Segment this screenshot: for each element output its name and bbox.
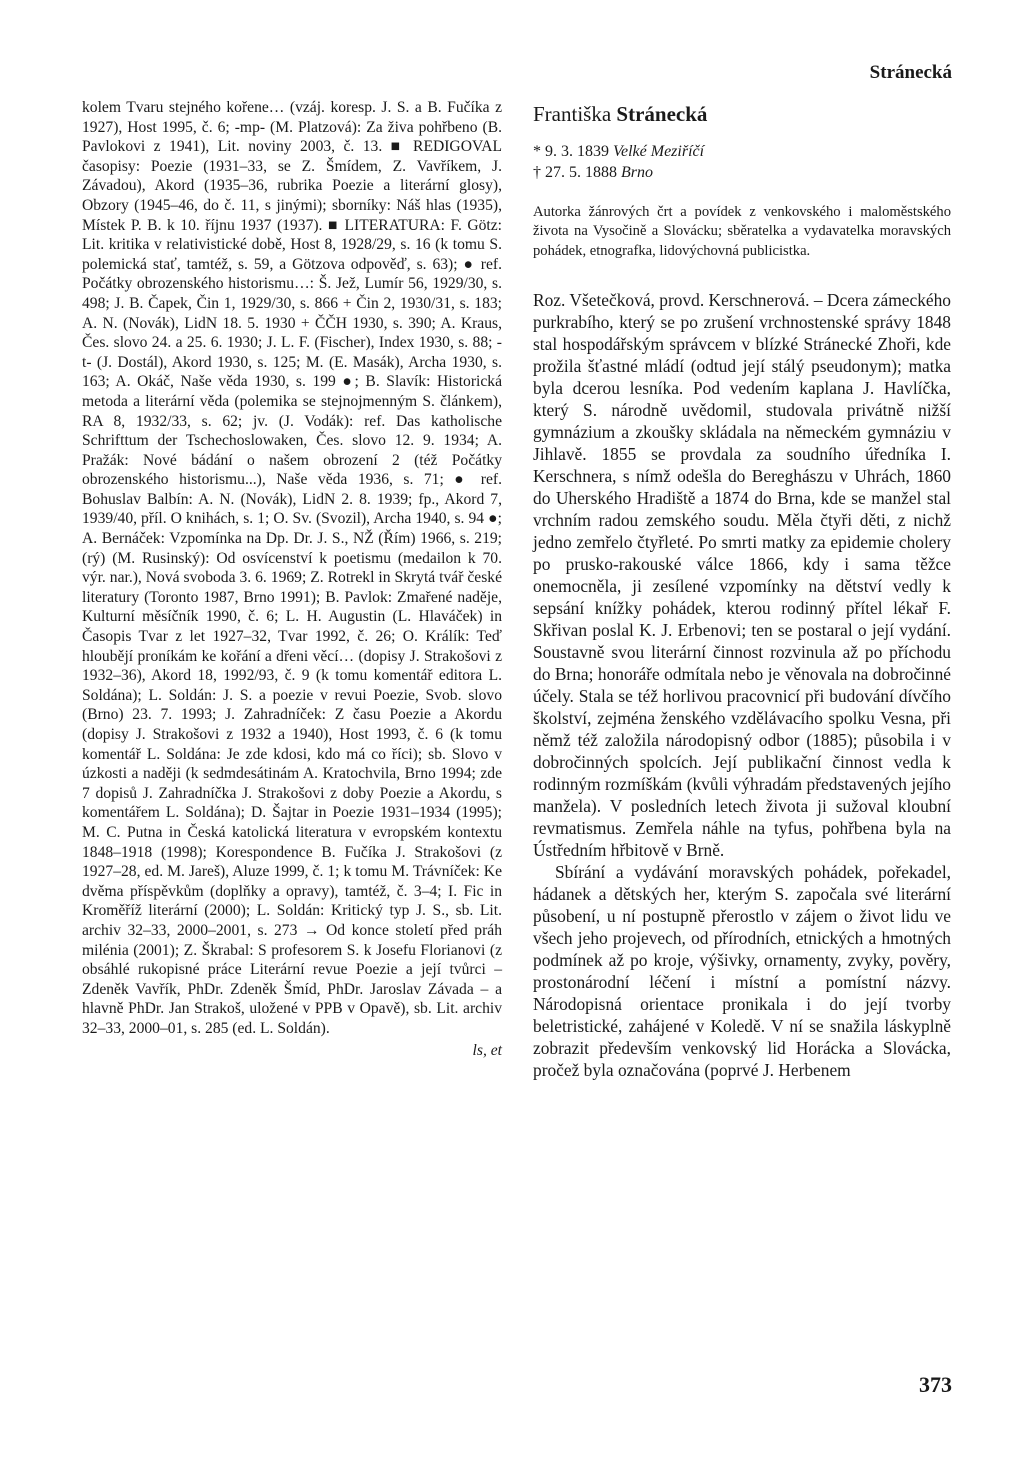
entry-body [533, 289, 951, 1081]
death-date: † 27. 5. 1888 [533, 164, 617, 181]
author-signature: ls, et [472, 1041, 502, 1059]
entry-summary: Autorka žánrových črt a povídek z venkovského i maloměstského života na Vysočině a Slovácku; sběratelka a vydavatelka moravských pohádek, etnografka, lidovýchovná publicistka. [533, 204, 951, 259]
page-number: 373 [919, 1372, 952, 1397]
birth-line [533, 141, 951, 162]
running-head: Stránecká [869, 62, 952, 83]
death-place: Brno [621, 164, 653, 181]
body-paragraph-1: Roz. Všetečková, provd. Kerschnerová. – Dcera zámeckého purkrabího, který se po zrušení vrchnostenské správy 1848 stal hospodářským správcem v blízké Stránecké Zhoři, kde prožila šťastné mládí (odtud její stálý pseudonym); matka byla dcerou lesníka. Pod vedením kaplana J. Havlíčka, který S. národně uvědomil, studovala privátně nižší gymnázium a zkoušky skládala na německém gymnáziu v Jihlavě. 1855 se provdala za soudního úředníka I. Kerschnera, s nímž odešla do Bereghászu v Uhrách, 1860 do Uherského Hradiště a 1874 do Brna, kde se manžel stal vrchním radou zemského soudu. Měla čtyři děti, z nichž jedno zemřelo čtyřleté. Po smrti matky za epidemie cholery po prusko-rakouské válce 1866, kdy i sama těžce onemocněla, ji zesílené vzpomínky na dětství vedly k sepsání knížky pohádek, kterou rodinný přítel lékař F. Skřivan poslal K. J. Erbenovi; ten se postaral o její vydání. Soustavně svou literární činnost rozvinula až po příchodu do Brna; honoráře odmítala nebo je věnovala na dobročinné účely. Stala se též horlivou pracovnicí při budování dívčího školství, zejména ženského vzdělávacího spolku Vesna, při němž též založila národopisný odbor (1885); působila i v dobročinných spolcích. Její publikační činnost vedla k rodinným rozmíškám (kvůli výhradám představených jejího manžela). V posledních letech života ji sužoval kloubní revmatismus. Zemřela náhle na tyfus, pohřbena byla na Ústředním hřbitově v Brně. [533, 290, 951, 861]
entry-first-name: Františka [533, 102, 612, 126]
body-paragraph-2: Sbírání a vydávání moravských pohádek, pořekadel, hádanek a dětských her, kterým S. započala své literární působení, u ní postupně přerostlo v zájem o život lidu ve všech jeho projevech, od přírodních, etnických a hmotných podmínek až po kroje, výšivky, ornamenty, zvyky, pověry, prostonárodní léčení i místní a pomístní názvy. Národopisná orientace pronikala i do její tvorby beletristické, zahájené v Koledě. V ní se snažila láskyplně zobrazit především venkovský lid Horácka a Slovácka, pročež byla označována (poprvé J. Herbenem [533, 862, 951, 1081]
life-dates [533, 141, 951, 183]
entry-heading [533, 101, 951, 127]
left-column-text: kolem Tvaru stejného kořene… (vzáj. koresp. J. S. a B. Fučíka z 1927), Host 1995, č. 6; -mp- (M. Platzová): Za živa pohřbeno (B. Pavlokovi z 1941), Lit. noviny 2003, č. 13. ■ REDIGOVAL časopisy: Poezie (1931–33, se Z. Šmídem, Z. Vavříkem, J. Závadou), Akord (1935–36, rubrika Poezie a literární glosy), Obzory (1945–46, do č. 11, s jinými); sborníky: Náš hlas (1935), Místek P. B. k 10. říjnu 1937 (1937). ■ LITERATURA: F. Götz: Lit. kritika v relativistické době, Host 8, 1928/29, s. 16 (k tomu S. polemická stať, tamtéž, s. 59, a Götzova odpověď, s. 63); ● ref. Počátky obrozenského historismu…: Š. Jež, Lumír 56, 1929/30, s. 498; J. B. Čapek, Čin 1, 1929/30, s. 866 + Čin 2, 1930/31, s. 183; A. N. (Novák), LidN 18. 5. 1930 + ČČH 1930, s. 390; A. Kraus, Čes. slovo 24. a 25. 6. 1930; J. L. F. (Fischer), Index 1930, s. 88; -t- (J. Dostál), Akord 1930, s. 125; M. (E. Masák), Archa 1930, s. 163; A. Okáč, Naše věda 1930, s. 199 ●; B. Slavík: Historická metoda a literární věda (polemika se stejnojmenným S. článkem), RA 8, 1932/33, s. 62; jv. (J. Vodák): ref. Das katholische Schrifttum der Tschechoslowaken, Čes. slovo 12. 9. 1934; A. Pražák: Nové bádání o našem obrození 2 (též Počátky obrozenského historismu...), Naše věda 1936, s. 71; ● ref. Bohuslav Balbín: A. N. (Novák), LidN 2. 8. 1939; fp., Akord 7, 1939/40, příl. O knihách, s. 1; O. Sv. (Svozil), Archa 1940, s. 94 ●; A. Bernáček: Vzpomínka na Dp. Dr. J. S., NŽ (Řím) 1966, s. 219; (rý) (M. Rusinský): Od osvícenství k poetismu (medailon k 70. výr. nar.), Nová svoboda 3. 6. 1969; Z. Rotrekl in Skrytá tvář české literatury (Toronto 1987, Brno 1991); B. Pavlok: Zmařené naděje, Kulturní měsíčník 1990, č. 6; L. H. Augustin (L. Hlaváček) in Časopis Tvar z let 1927–32, Tvar 1992, č. 26; O. Králík: Teď hloubějí proníkám ke kořání a dřeni věcí… (dopisy J. Strakošovi z 1932–36), Akord 18, 1992/93, č. 9 (k tomu komentář editora L. Soldána); L. Soldán: J. S. a poezie v revui Poezie, Svob. slovo (Brno) 23. 7. 1993; J. Zahradníček: Z času Poezie a Akordu (dopisy J. Strakošovi z 1932 a 1940), Host 1993, č. 6 (k tomu komentář L. Soldána: Je zde kdosi, kdo má co říci); sb. Slovo v úzkosti a naději (k sedmdesátinám A. Kratochvila, Brno 1994; zde 7 dopisů J. Zahradníčka J. Strakošovi z doby Poezie a Akordu, s komentářem L. Soldána); D. Šajtar in Poezie 1931–1934 (1995); M. C. Putna in Česká katolická literatura v evropském kontextu 1848–1918 (1998); Korespondence B. Fučíka J. Strakošovi (z 1927–28, ed. M. Jareš), Aluze 1999, č. 1; k tomu M. Trávníček: Ke dvěma příspěvkům (doplňky a opravy), tamtéž, č. 3–4; I. Fic in Kroměříž literární (2000); L. Soldán: Kritický typ J. S., sb. Lit. archiv 32–33, 2000–2001, s. 273 → Od konce století před práh milénia (2001); Z. Škrabal: S profesorem S. k Josefu Florianovi (z obsáhlé rukopisné práce Literární revue Poezie a její tvůrci – Zdeněk Vavřík, PhDr. Zdeněk Šmíd, PhDr. Jaroslav Závada – a hlavně PhDr. Jan Strakoš, uložené v PPB v Opavě), sb. Lit. archiv 32–33, 2000–01, s. 285 (ed. L. Soldán). [82, 99, 502, 1037]
right-column [533, 101, 951, 1081]
death-line [533, 162, 951, 183]
entry-surname: Stránecká [616, 102, 708, 126]
birth-place: Velké Meziříčí [613, 143, 705, 160]
birth-date: * 9. 3. 1839 [533, 143, 609, 160]
left-column [82, 98, 502, 1060]
